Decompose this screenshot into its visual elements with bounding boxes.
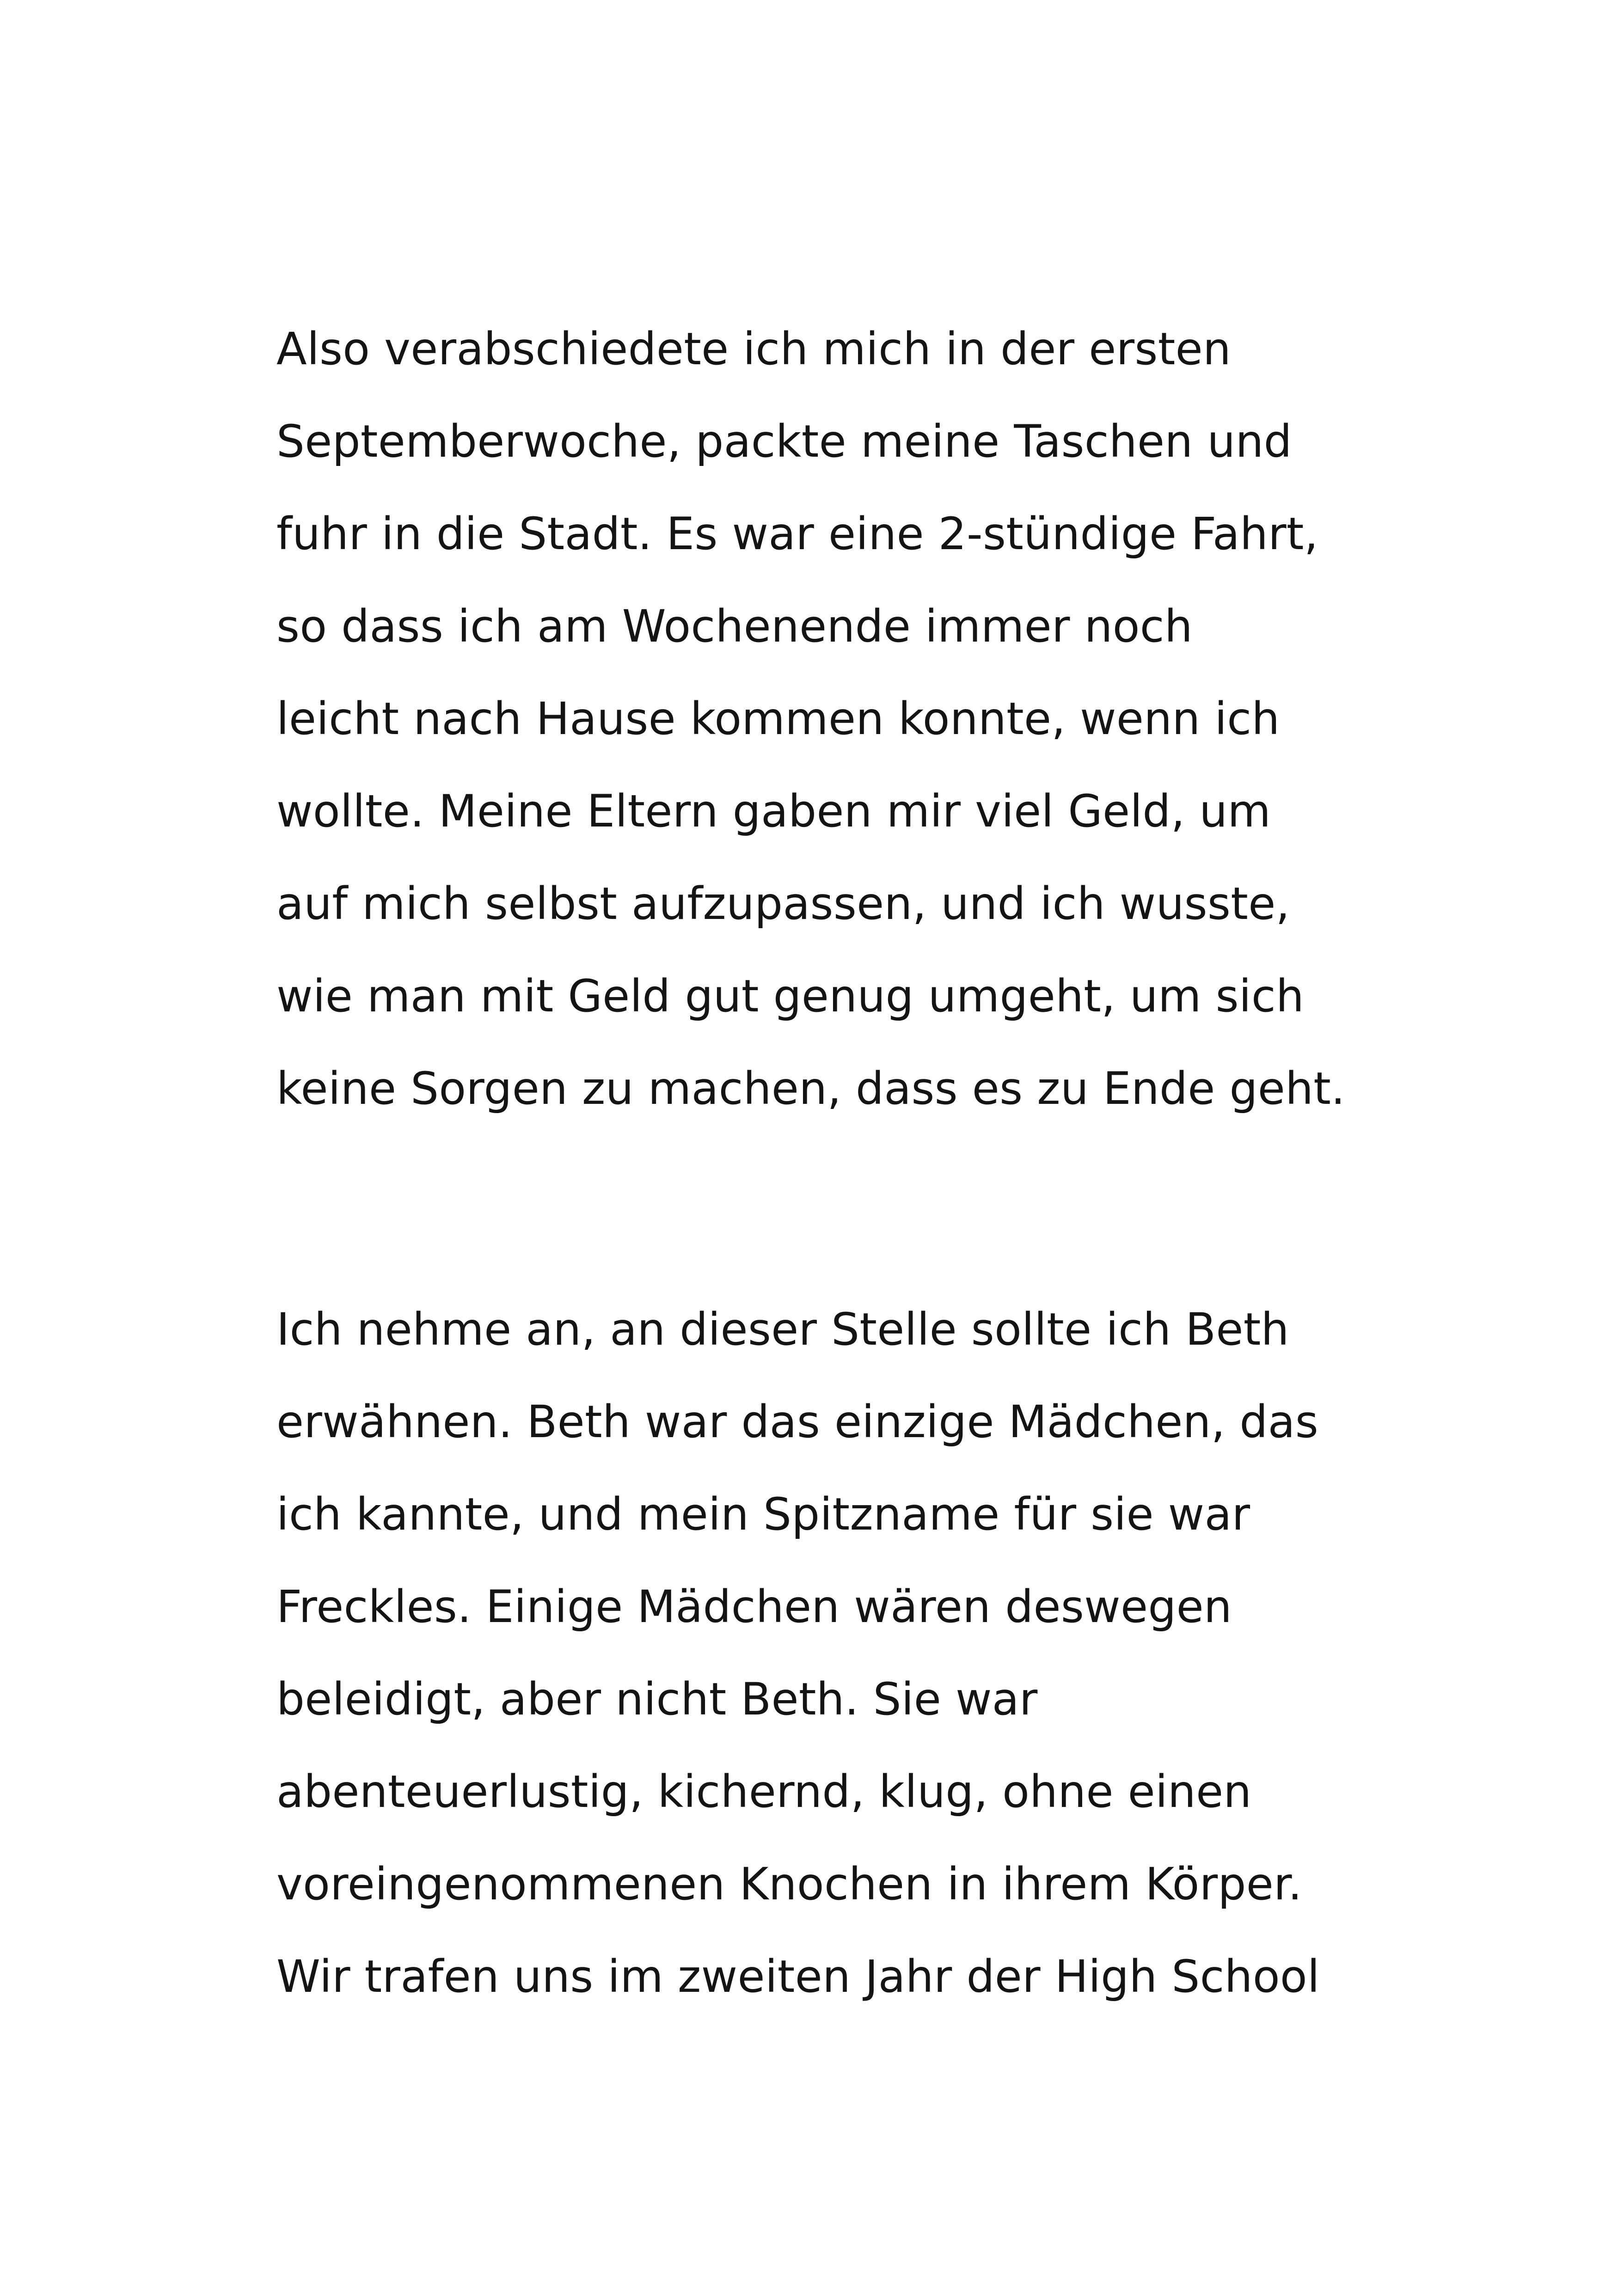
text-line: beleidigt, aber nicht Beth. Sie war — [276, 1673, 1038, 1725]
text-line: wollte. Meine Eltern gaben mir viel Geld, um — [276, 785, 1271, 837]
text-line: fuhr in die Stadt. Es war eine 2-stündige Fahrt, — [276, 508, 1318, 560]
text-line: Freckles. Einige Mädchen wären deswegen — [276, 1581, 1232, 1633]
text-line: erwähnen. Beth war das einzige Mädchen, das — [276, 1396, 1319, 1448]
text-line: so dass ich am Wochenende immer noch — [276, 600, 1193, 652]
paragraph-1 — [276, 303, 1617, 1135]
text-line: abenteuerlustig, kichernd, klug, ohne einen — [276, 1766, 1252, 1818]
text-line: keine Sorgen zu machen, dass es zu Ende geht. — [276, 1063, 1345, 1114]
text-line: Septemberwoche, packte meine Taschen und — [276, 416, 1292, 467]
text-line: voreingenommenen Knochen in ihrem Körper. — [276, 1858, 1302, 1910]
text-line: Wir trafen uns im zweiten Jahr der High School — [276, 1951, 1320, 2002]
text-line: leicht nach Hause kommen konnte, wenn ich — [276, 693, 1280, 745]
text-line: Ich nehme an, an dieser Stelle sollte ich Beth — [276, 1304, 1289, 1355]
text-line: Also verabschiedete ich mich in der ersten — [276, 323, 1232, 375]
paragraph-2 — [276, 1283, 1617, 2023]
text-line: wie man mit Geld gut genug umgeht, um sich — [276, 970, 1305, 1022]
text-line: auf mich selbst aufzupassen, und ich wusste, — [276, 878, 1290, 930]
text-line: ich kannte, und mein Spitzname für sie war — [276, 1488, 1250, 1540]
